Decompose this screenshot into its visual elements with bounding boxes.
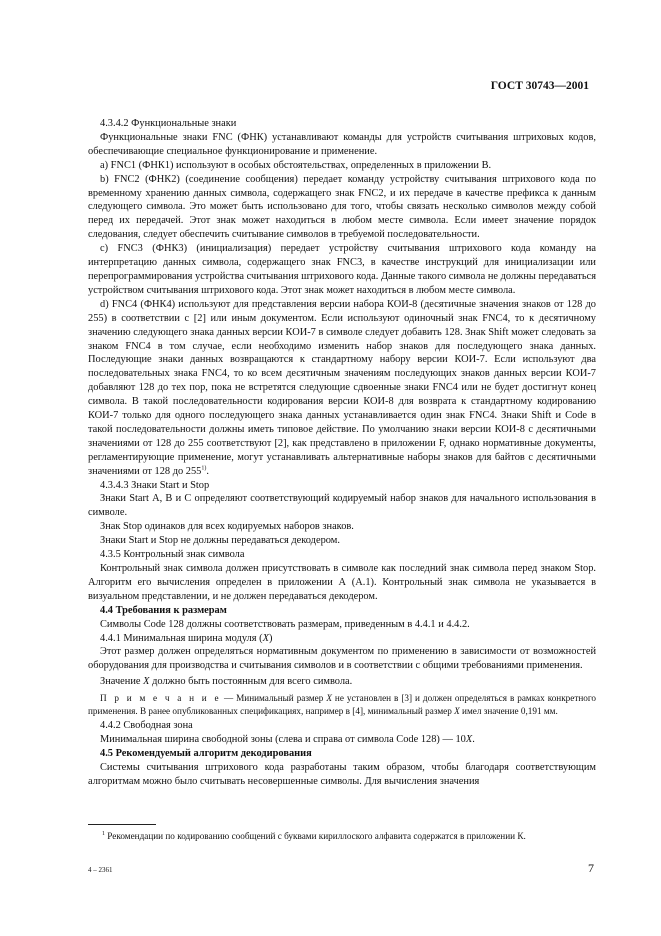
variable-x: X xyxy=(454,705,460,716)
note xyxy=(88,692,596,717)
note-text: — Минимальный размер xyxy=(220,693,327,704)
paragraph: Знаки Start А, В и С определяют соответствующий кодируемый набор знаков для начального использования в символе. xyxy=(88,493,596,519)
text: Минимальная ширина свободной зоны (слева и справа от символа Code 128) — 10 xyxy=(100,734,466,746)
list-item-text: d) FNC4 (ФНК4) используют для представления версии набора КОИ-8 (десятичные значения знаков от 128 до 255) в соответствии с [2] или иным документом. Если используют одиночный знак FNC4, то к десятичному значению следующего знака данных версии КОИ-7 в символе следует добавить 128. Знак Shift может следовать за знаком FNC4 в том случае, если необходимо изменить набор знаков для последующего знака данных. Последующие знаки данных возвращаются к стандартному набору версии КОИ-7. Если используют два последовательных знака FNC4, то ко всем десятичным значениям последующих знаков данных версии КОИ-7 добавляют 128 до тех пор, пока не встретятся следующие сдвоенные знаки FNC4 или не будет достигнут конец символа. В такой последовательности кодирования версии КОИ-8 для возврата к стандартному кодированию КОИ-7 только для одного последующего знака данных устанавливается один знак FNC4. Знаки Shift и Code в такой последовательности должны иметь типовое действие. По умолчанию знаки версии КОИ-8 с десятичными значениями от 128 до 255 соответствуют [2], как представлено в приложении F, однако нормативные документы, регламентирующие применение, могут устанавливать альтернативные наборы знаков для байтов с десятичными значениями от 128 до 255 xyxy=(88,298,596,477)
note-text: имел значение 0,191 мм. xyxy=(459,705,558,716)
subsection-heading: 4.3.4.2 Функциональные знаки xyxy=(100,118,237,129)
footnote-text: Рекомендации по кодированию сообщений с буквами кириллоского алфавита содержатся в приложении К. xyxy=(105,831,526,841)
paragraph: Знаки Start и Stop не должны передаваться декодером. xyxy=(100,535,340,547)
list-item: а) FNC1 (ФНК1) используют в особых обстоятельствах, определенных в приложении В. xyxy=(100,159,492,171)
variable-x: X xyxy=(326,693,332,704)
paragraph: Символы Code 128 должны соответствовать размерам, приведенным в 4.4.1 и 4.4.2. xyxy=(100,618,470,630)
paragraph: Функциональные знаки FNC (ФНК) устанавливают команды для устройств считывания штриховых кодов, обеспечивающие специальное функционирование и применение. xyxy=(88,131,596,157)
text: Значение xyxy=(100,676,144,688)
document-body xyxy=(88,117,596,789)
footnote-mark: 1 xyxy=(102,830,105,837)
document-header: ГОСТ 30743—2001 xyxy=(490,80,589,92)
footnote xyxy=(88,830,596,842)
period: . xyxy=(206,465,209,477)
list-item: b) FNC2 (ФНК2) (соединение сообщения) передает команду устройству считывания штрихового кода по временному хранению данных символа, содержащего знак FNC2, и их передаче в качестве префикса к данным следующего символа. Это может быть использовано для того, чтобы связать несколько символов между собой перед их передачей. Этот знак может находиться в любом месте символа. Если имеет значение порядок следования, следует обеспечить считывание символов в требуемой последовательности. xyxy=(88,173,596,241)
close-paren: ) xyxy=(268,632,273,644)
paragraph: Контрольный знак символа должен присутствовать в символе как последний знак символа перед знаком Stop. Алгоритм его вычисления определен в приложении А (А.1). Контрольный знак символа не указывается в визуальном представлении, и не должен передаваться декодером. xyxy=(88,563,596,602)
paragraph: Знак Stop одинаков для всех кодируемых наборов знаков. xyxy=(100,521,354,533)
subsection-heading: 4.3.4.3 Знаки Start и Stop xyxy=(100,479,210,491)
variable-x: X xyxy=(262,632,269,644)
section-heading: 4.5 Рекомендуемый алгоритм декодирования xyxy=(100,748,312,760)
period: . xyxy=(472,734,475,746)
subsection-heading xyxy=(88,632,596,646)
text: должно быть постоянным для всего символа. xyxy=(149,676,353,688)
paragraph xyxy=(88,675,596,689)
section-heading: 4.4 Требования к размерам xyxy=(100,604,227,616)
subsection-heading: 4.3.5 Контрольный знак символа xyxy=(100,549,245,561)
list-item: с) FNC3 (ФНК3) (инициализация) передает устройству считывания штрихового кода команду на интерпретацию данных символа, содержащего знак FNC3, в качестве инструкций для инициализации или перепрограммирования устройства считывания штрихового кода. Данные такого символа не должны передаваться устройством считывания штрихового кода. Этот знак может находиться в любом месте символа. xyxy=(88,243,596,296)
paragraph xyxy=(88,733,596,747)
note-label: П р и м е ч а н и е xyxy=(100,693,221,704)
variable-x: X xyxy=(465,734,473,746)
list-item xyxy=(88,298,596,479)
paragraph: Этот размер должен определяться нормативным документом по применению в зависимости от возможностей оборудования для производства и считывания символов и в соответствии с общими требованиями применения. xyxy=(88,646,596,672)
note-text: не установлен в [3] и должен определяться в рамках конкретного применения. В ранее опубликованных спецификациях, например в [4], минимальный размер xyxy=(88,693,596,716)
heading-text: 4.4.1 Минимальная ширина модуля ( xyxy=(100,632,263,644)
subsection-heading: 4.4.2 Свободная зона xyxy=(100,720,193,732)
footnote-divider xyxy=(88,824,156,825)
print-code: 4 – 2361 xyxy=(88,866,113,874)
footnote-ref: 1) xyxy=(201,465,207,472)
variable-x: X xyxy=(143,676,150,688)
paragraph: Системы считывания штрихового кода разработаны таким образом, чтобы благодаря соответствующим алгоритмам можно было считывать несовершенные символы. Для вычисления значения xyxy=(88,762,596,787)
page-number: 7 xyxy=(588,861,594,875)
